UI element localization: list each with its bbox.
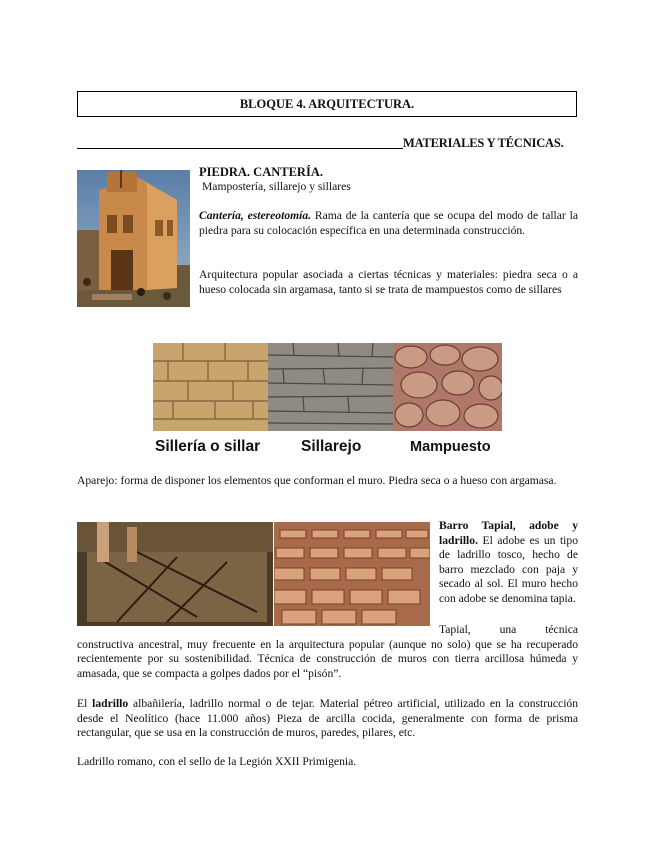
canteria-text: Rama de la cantería que se ocupa del modo de tallar la piedra para su colocación específica en una determinada construcción. [199,209,578,237]
ladrillo-prefix: El [77,697,93,710]
caption-mampuesto: Mampuesto [410,439,491,455]
subtitle-rule [77,148,403,149]
roman-brick-caption: Ladrillo romano, con el sello de la Legión XXII Primigenia. [77,755,357,768]
aparejo-paragraph: Aparejo: forma de disponer los elementos que conforman el muro. Piedra seca o a hueso con argamasa. [77,474,557,487]
ladrillo-paragraph [77,697,578,741]
ladrillo-text: albañilería, ladrillo normal o de tejar. Material pétreo artificial, utilizado en la construcción desde el Neolítico (hace 11.000 años) Pieza de arcilla cocida, generalmente con forma de prisma rectangular, que se usa en la construcción de muros, paredes, pilares, etc. [77,697,579,740]
piedra-subheading: Mampostería, sillarejo y sillares [202,180,351,193]
tapial-text: Tapial, una técnica constructiva ancestral, muy frecuente en la arquitectura popular (aunque no solo) que se ha recuperado recientemente por su sostenibilidad. Técnica de construcción de muros con tierra arcillosa húmeda y amasada, que se compacta a golpes dados por el “pisón”. [77,623,578,680]
adobe-bricks-photo [274,522,430,626]
barro-paragraph [439,519,578,607]
stone-types-image [153,343,502,458]
caption-sillarejo: Sillarejo [301,438,362,455]
canteria-paragraph [199,209,578,238]
construction-painting [77,170,190,307]
section-subtitle: MATERIALES Y TÉCNICAS. [403,136,564,150]
canteria-term: Cantería, estereotomía. [199,209,312,222]
popular-paragraph: Arquitectura popular asociada a ciertas técnicas y materiales: piedra seca o a hueso colocada sin argamasa, tanto si se trata de mampuestos como de sillares [199,268,578,296]
tapial-photo [77,522,273,626]
barro-text: El adobe es un tipo de ladrillo tosco, hecho de barro mezclado con paja y secado al sol. El muro hecho con adobe se denomina tapia. [439,533,578,605]
ladrillo-term: ladrillo [92,697,129,710]
page-title: BLOQUE 4. ARQUITECTURA. [77,91,577,117]
caption-silleria: Sillería o sillar [155,438,261,455]
barro-term: Barro Tapial, adobe y ladrillo. [439,519,578,547]
piedra-heading: PIEDRA. CANTERÍA. [199,165,323,179]
tapial-paragraph [77,623,578,681]
